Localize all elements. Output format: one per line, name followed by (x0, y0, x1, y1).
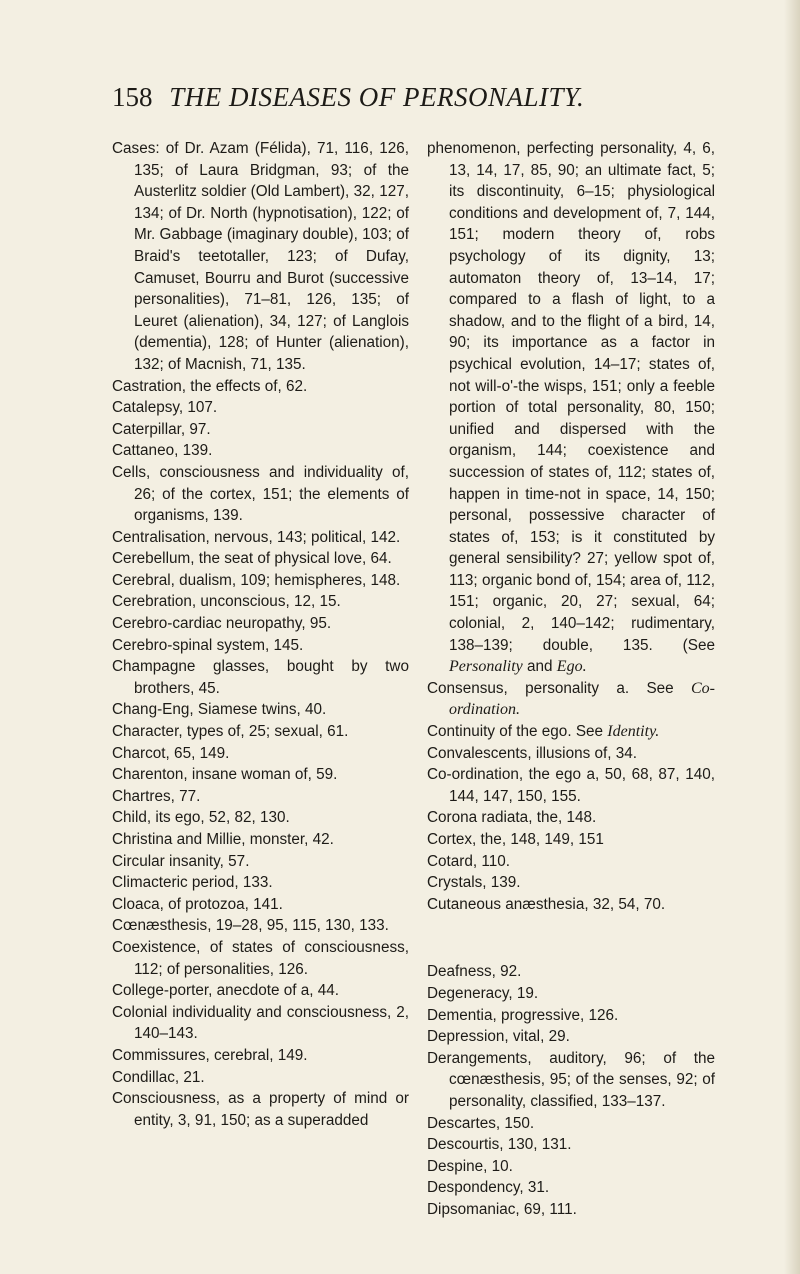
index-entry: Child, its ego, 52, 82, 130. (112, 809, 290, 827)
index-entry: Convalescents, illusions of, 34. (427, 744, 638, 762)
index-entry: Cerebro-cardiac neuropathy, 95. (112, 615, 332, 633)
index-entry: Chang-Eng, Siamese twins, 40. (112, 701, 327, 719)
index-section-c-continued (427, 138, 715, 915)
index-entry: Colonial individuality and consciousness, 2, 140–143. (112, 1003, 409, 1043)
page-header (112, 82, 732, 113)
index-entry: Character, types of, 25; sexual, 61. (112, 723, 349, 741)
index-entry: Depression, vital, 29. (427, 1028, 570, 1046)
index-entry: Cerebro-spinal system, 145. (112, 636, 304, 654)
index-entry: Consciousness, as a property of mind or entity, 3, 91, 150; as a superadded (112, 1090, 409, 1129)
index-column-right (427, 138, 715, 1221)
index-entry: Crystals, 139. (427, 874, 521, 892)
index-entry: Cutaneous anæsthesia, 32, 54, 70. (427, 895, 666, 913)
index-entry: Cerebral, dualism, 109; hemispheres, 148. (112, 571, 401, 589)
index-entry: Cases: of Dr. Azam (Félida), 71, 116, 126, 135; of Laura Bridgman, 93; of the Austerlitz soldier (Old Lambert), 32, 127, 134; of Dr. North (hypnotisation), 122; of Mr. Gabbage (imaginary double), 103; of Braid's teetotaller, 123; of Dufay, Camuset, Bourru and Burot (successive personalities), 71–81, 126, 135; of Leuret (alienation), 34, 127; of Langlois (dementia), 128; of Hunter (alienation), 132; of Macnish, 71, 135. (112, 140, 409, 373)
page-edge-shadow (784, 0, 800, 1274)
running-title: THE DISEASES OF PERSONALITY. (169, 82, 585, 112)
index-entry: Charenton, insane woman of, 59. (112, 766, 338, 784)
index-entry: Despine, 10. (427, 1157, 513, 1175)
index-entry: Coexistence, of states of consciousness, 112; of personalities, 126. (112, 938, 409, 978)
index-entry: Cells, consciousness and individuality of, 26; of the cortex, 151; the elements of organisms, 139. (112, 463, 409, 525)
index-entry: Descartes, 150. (427, 1114, 535, 1132)
index-entry: Cœnæsthesis, 19–28, 95, 115, 130, 133. (112, 917, 389, 935)
index-entry: Circular insanity, 57. (112, 852, 250, 870)
index-entry: Charcot, 65, 149. (112, 744, 230, 762)
index-entry: Cortex, the, 148, 149, 151 (427, 831, 604, 848)
index-entry: Cotard, 110. (427, 852, 511, 870)
index-entry: Continuity of the ego. See Identity. (427, 723, 660, 741)
index-entry: Descourtis, 130, 131. (427, 1136, 572, 1154)
index-entry: Dipsomaniac, 69, 111. (427, 1200, 577, 1218)
index-entry: Catalepsy, 107. (112, 399, 218, 417)
index-column-left (112, 138, 409, 1131)
index-entry: College-porter, anecdote of a, 44. (112, 982, 340, 1000)
section-gap (427, 915, 715, 961)
index-entry: Consensus, personality a. See Co-ordination. (427, 679, 715, 719)
index-entry: Centralisation, nervous, 143; political, 142. (112, 528, 401, 546)
index-section-d (427, 961, 715, 1220)
index-entry: Cattaneo, 139. (112, 442, 213, 460)
index-entry: Chartres, 77. (112, 787, 201, 805)
index-entry: Despondency, 31. (427, 1179, 550, 1197)
index-entry: Co-ordination, the ego a, 50, 68, 87, 140, 144, 147, 150, 155. (427, 766, 715, 805)
page-number: 158 (112, 82, 153, 112)
index-entry: Dementia, progressive, 126. (427, 1006, 619, 1024)
index-entry: Cerebration, unconscious, 12, 15. (112, 593, 341, 611)
index-entry: phenomenon, perfecting personality, 4, 6, 13, 14, 17, 85, 90; an ultimate fact, 5; its discontinuity, 6–15; physiological conditions and development of, 7, 144, 151; modern theory of, robs psychology of its dignity, 13; automaton theory of, 13–14, 17; compared to a flash of light, to a shadow, and to the flight of a bird, 14, 90; its importance as a factor in psychical evolution, 14–17; states of, not will-o'-the wisps, 151; only a feeble portion of total personality, 80, 150; unified and dispersed with the organism, 144; coexistence and succession of states of, 112; states of, happen in time-not in space, 14, 150; personal, possessive character of states of, 153; is it constituted by general sensibility? 27; yellow spot of, 113; organic bond of, 154; area of, 112, 151; organic, 20, 27; sexual, 64; colonial, 2, 140–142; rudimentary, 138–139; double, 135. (See Personality and Ego. (427, 140, 715, 676)
index-entry: Deafness, 92. (427, 963, 522, 981)
index-entry: Cerebellum, the seat of physical love, 64. (112, 550, 392, 568)
index-entry: Condillac, 21. (112, 1068, 205, 1086)
index-entry: Derangements, auditory, 96; of the cœnæsthesis, 95; of the senses, 92; of personality, classified, 133–137. (427, 1049, 715, 1110)
index-entry: Corona radiata, the, 148. (427, 809, 597, 827)
index-entry: Climacteric period, 133. (112, 874, 273, 892)
index-entry: Commissures, cerebral, 149. (112, 1046, 308, 1064)
index-entry: Degeneracy, 19. (427, 984, 539, 1002)
index-entry: Castration, the effects of, 62. (112, 377, 308, 395)
index-entry: Caterpillar, 97. (112, 420, 211, 438)
index-entry: Cloaca, of protozoa, 141. (112, 895, 283, 913)
index-entry: Champagne glasses, bought by two brothers, 45. (112, 658, 409, 697)
index-entry: Christina and Millie, monster, 42. (112, 831, 334, 848)
